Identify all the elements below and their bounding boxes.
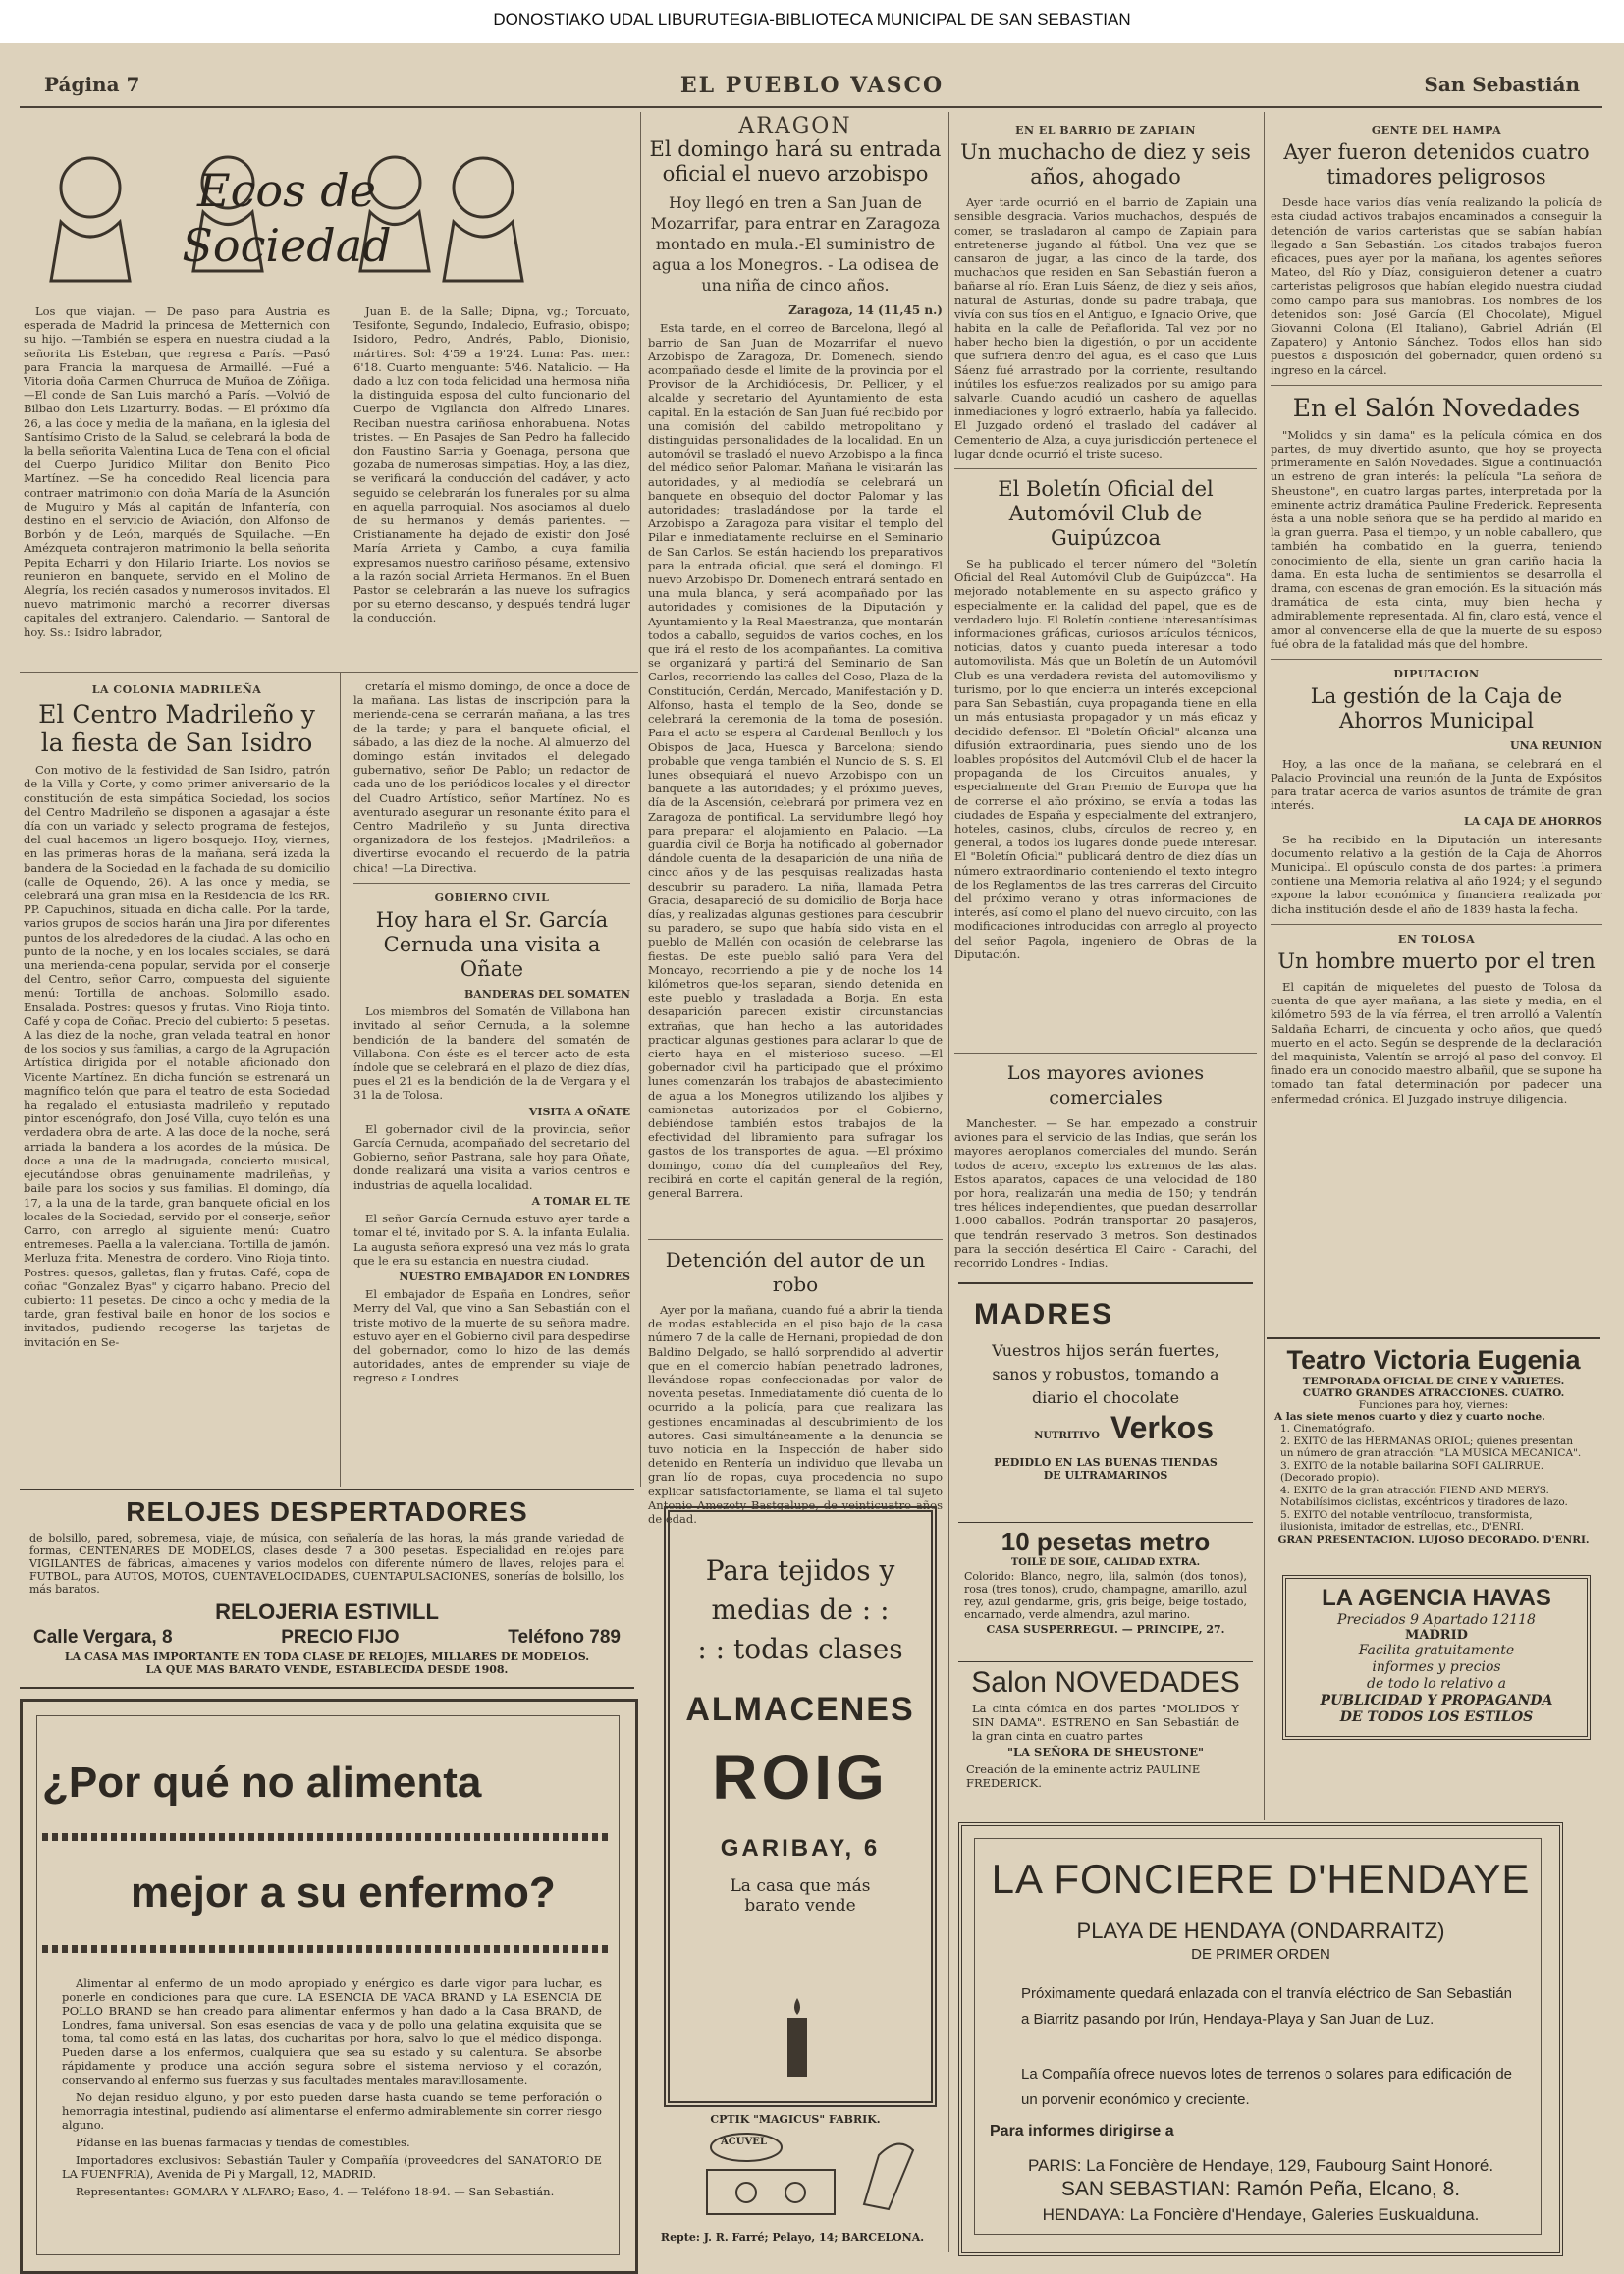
separator [954,468,1257,469]
teatro-item: 2. EXITO de las HERMANAS ORIOL; quienes presentan un número de gran atracción: "LA MUSICA MECANICA". [1280,1435,1582,1459]
civil-kicker: GOBIERNO CIVIL [434,891,550,904]
newspaper-page [0,43,1624,2274]
separator [954,1053,1257,1054]
fonciere-hendaya: HENDAYA: La Foncière d'Hendaye, Galeries Euskualduna. [1042,2205,1480,2224]
robo-headline: Detención del autor de un robo [665,1248,926,1296]
teatro-sub: TEMPORADA OFICIAL DE CINE Y VARIETES. [1302,1376,1565,1387]
magicus-rep: Repte: J. R. Farré; Pelayo, 14; BARCELONA. [660,2231,925,2244]
alimenta-body [62,1976,602,2202]
civil-body: El embajador de España en Londres, señor Merry del Val, que vino a San Sebastián con el triste motivo de la muerte de su señora madre, estuvo ayer en el Gobierno civil para despedirse del gobernador, como lo hizo de las demás autoridades, antes de emprender su viaje de regreso a Londres. [353,1287,630,1385]
civil-subhead: BANDERAS DEL SOMATEN [463,988,630,1002]
havas-city: MADRID [1405,1628,1468,1643]
metro-ad [958,1522,1253,1658]
roig-line: : : todas clases [697,1633,903,1665]
madrid-body-cont: cretaría el mismo domingo, de once a doce de la mañana. Las listas de inscripción para la merienda-cena se cerrarán mañana, a las tres de la tarde; y para el banquete oficial, el sábado, a las diez de la noche. Al almuerzo del domingo están invitados el delegado gubernativo, señor De Pablo; un redactor de cada uno de los periódicos locales y el director del Cuadro Artístico, señor Martínez. No es aventurado asegurar un resonante éxito para el Centro Madrileño y su Junta directiva organizadora de los festejos. ¡Madrileños: a divertirse evocando el recuerdo de la patria chica! —La Directiva. [353,679,630,875]
decorative-rule [42,1833,612,1841]
masthead-city: San Sebastián [1424,73,1580,96]
relojes-text: de bolsillo, pared, sobremesa, viaje, de música, con señalería de las horas, la más grande variedad de formas, CENTENARES DE MODELOS, clases desde 7 a 300 pesetas. Especialidad en relojes para VIGILANTES de fábricas, almacenes y varios modelos con diferente número de llaves, relojes para el FUTBOL, para AUTOS, MOTOS, CUENTAVELOCIDADES, CUENTAPULSACIONES, sonerías de bolsillo, los más baratos. [29,1532,624,1596]
aragon-kicker: ARAGON [738,114,852,138]
fonciere-info: Para informes dirigirse a [990,2123,1174,2139]
teatro-program [1267,1423,1600,1534]
havas-ad [1282,1575,1591,1740]
civil-subhead: A TOMAR EL TE [531,1194,630,1208]
teatro-foot: GRAN PRESENTACION. LUJOSO DECORADO. D'ENRI. [1277,1533,1590,1545]
magicus-label: ACUVEL [721,2137,767,2147]
havas-line: PUBLICIDAD Y PROPAGANDA [1320,1693,1553,1708]
salon-body: "Molidos y sin dama" es la película cómica en dos partes, de muy divertido asunto, que hoy se proyecta primeramente en Salón Novedades. Sigue a continuación un estreno de gran interés: la película "La señora de Sheustone", en cuatro largas partes, interpretada por la eminente actriz dramática Pauline Frederick. Representa ésta a una noble señora que se ha perdido al marido en la gran guerra. Pasa el tiempo, y un noble caballero, que también ha combatido en la guerra, teniendo conocimiento de ella, siente un gran cariño hacia la dama. En esta lucha de sentimientos se desarrolla el drama, con escenas de gran emoción. Es la situación más dramática de esta cinta, muy bien hecha y admirablemente representada. Al fin, claro está, vence el amor al convencerse ella de que la muerte de su esposo fué obra de la fatalidad más que del hombre. [1271,427,1602,651]
alimenta-paragraph: Pídanse en las buenas farmacias y tiendas de comestibles. [76,2136,410,2149]
radio-icon [668,2126,923,2224]
aragon-deck: Hoy llegó en tren a San Juan de Mozarrifar, para entrar en Zaragoza montado en mula.-El suministro de agua a los Monegros. - La odisea de una niña de cinco años. [650,193,941,296]
newspaper-title: EL PUEBLO VASCO [679,73,945,98]
archive-banner: DONOSTIAKO UDAL LIBURUTEGIA-BIBLIOTECA MUNICIPAL DE SAN SEBASTIAN [0,0,1624,39]
section-rule [20,672,638,673]
madres-brand: Verkos [1110,1410,1214,1445]
teatro-ad [1267,1337,1600,1567]
separator [1271,659,1602,660]
metro-sub: TOILE DE SOIE, CALIDAD EXTRA. [1010,1557,1201,1568]
havas-title: LA AGENCIA HAVAS [1322,1585,1551,1611]
page-number: Página 7 [44,73,140,96]
havas-line: de todo lo relativo a [1367,1676,1506,1692]
zapiain-kicker: EN EL BARRIO DE ZAPIAIN [1015,124,1196,136]
madres-foot: PEDIDLO EN LAS BUENAS TIENDAS DE ULTRAMARINOS [994,1456,1218,1482]
decorative-rule [42,1945,612,1953]
separator [648,1239,943,1240]
hampa-kicker: GENTE DEL HAMPA [1371,124,1502,136]
dip-kicker: DIPUTACION [1393,668,1480,681]
madrid-kicker: LA COLONIA MADRILEÑA [91,683,262,696]
roig-shop-line1: ALMACENES [685,1691,915,1728]
separator [353,883,630,884]
madrid-article [24,679,330,1487]
hampa-headline: Ayer fueron detenidos cuatro timadores peligrosos [1283,140,1590,190]
fonciere-title: LA FONCIERE D'HENDAYE [991,1856,1531,1902]
relojes-phone: Teléfono 789 [508,1627,621,1648]
teatro-item: 5. EXITO del notable ventrílocuo, transformista, ilusionista, imitador de estrellas, etc., D'ENRI. [1280,1508,1533,1533]
ecos-title: Ecos de Sociedad [182,164,392,272]
teatro-sub: CUATRO GRANDES ATRACCIONES. CUATRO. [1302,1387,1565,1399]
relojes-address: Calle Vergara, 8 [33,1627,173,1648]
alimenta-question-1: ¿Por qué no alimenta [42,1759,482,1807]
fonciere-ad [958,1822,1563,2256]
madres-brand-row [958,1410,1253,1446]
auto-body: Se ha publicado el tercer número del "Boletín Oficial del Real Automóvil Club de Guipúzcoa". Ha mejorado notablemente en su aspecto gráfico y especialmente en la calidad del papel, que es de verdadero lujo. El Boletín contiene interesantísimas informaciones gráficas, curiosos artículos técnicos, noticias, datos y cuanto pueda interesar a todo automovilista. Más que un Boletín de un Automóvil Club es una verdadera revista del automovilismo y turismo, por lo que encierra un interés excepcional para San Sebastián, cuya propaganda tiene en ella un más entusiasta propagador y un más eficaz y decidido defensor. El "Boletín Oficial" alcanza una difusión extraordinaria, pues siendo uno de los loables propósitos del Automóvil Club el de hacer la propaganda de los Circuitos anuales, y especialmente del Gran Premio de Europa que ha de correrse el año próximo, se envía a todas las ciudades de España y especialmente del extranjero, hoteles, casinos, clubs, círculos de recreo y, en general, a todos los lugares donde puede interesar. El "Boletín Oficial" publicará dentro de diez días un número extraordinario conteniendo el texto íntegro de los Reglamentos de las tres carreras del Circuito del próximo verano y otras informaciones de interés, así como el plano del nuevo circuito, con las modificaciones introducidas con arreglo al proyecto del señor Pagola, ingeniero de Obras de la Diputación. [954,557,1257,961]
hampa-body: Desde hace varios días venía realizando la policía de esta ciudad activos trabajos encaminados a conseguir la detención de varios carteristas que se sabían habían llegado a San Sebastián. Los citados trabajos fueron eficaces, pues ayer por la mañana, los agentes señores Mateo, del Río y Díaz, consiguieron detener a cuatro carteristas peligrosos que habían elegido nuestra ciudad como campo para sus maniobras. Los nombres de los detenidos son: José García (El Chocolate), Miguel Giovanni Colona (El Italiano), Gabriel Adrián (El Zapatero) y Antonio Sánchez. Todos ellos han sido puestos a disposición del gobernador, quien ordenó su ingreso en la cárcel. [1271,195,1602,377]
teatro-sub: Funciones para hoy, viernes: [1358,1399,1509,1411]
roig-ad [664,1506,937,2107]
teatro-item: 4. EXITO de la gran atracción FIEND AND MERYS. Notabilísimos ciclistas, excéntricos y tiradores de lazo. [1280,1484,1568,1508]
zapiain-body: Ayer tarde ocurrió en el barrio de Zapiain una sensible desgracia. Varios muchachos, después de comer, se trasladaron al campo de Zapiain para entretenerse jugando al fútbol. Una vez que se cansaron de jugar, a las cinco de la tarde, dos muchachos que residen en San Sebastián fueron a bañarse al río. Eran Luis Sáenz, de diez y seis años, natural de Asturias, donde su padre trabaja, que vivía con sus tíos en el Antiguo, e Ignacio Orive, que habita en la calle de Peñaflorida. Tal vez por no haber hecho bien la digestión, o por un accidente que sufriera dentro del agua, es el caso que Luis Sáenz fué arrastrado por la corriente, resultando inútiles los esfuerzos realizados por su amigo para salvarle. Cuando acudió un cashero de aquellas inmediaciones y logró extraerlo, había ya fallecido. El Juzgado ordenó el traslado del cadáver al Cementerio de Alza, a cuya jurisdicción pertenece el lugar donde ocurrió el triste suceso. [954,195,1257,460]
ecos-paragraph: Los que viajan. — De paso para Austria es esperada de Madrid la princesa de Metternich con su hijo. —También se espera en nuestra ciudad a la señorita Lis Esteban, que regresa a París. —Pasó para Francia la marquesa de Armaillé. —Fué a Vitoria doña Carmen Churruca de Muñoa de Zóñiga. —El conde de San Luis marchó a París. —Volvió de Bilbao don Leis Lizarturry. Bodas. — El próximo día 26, a las doce y media de la mañana, en la iglesia del Santísimo Cristo de la Salud, se celebrará la boda de la bella señorita Valentina Luca de Tena con el oficial del Cuerpo Jurídico Militar don Benito Pico Martínez. —Se ha concedido Real licencia para contraer matrimonio con doña María de la Asunción de Muguiro y Más al capitán de Infantería, con destino en el servicio de Aviación, don Alfonso de Borbón y de León, marqués de Squilache. —En Amézqueta contrajeron matrimonio la bella señorita Pepita Echarri y don Hilario Iriarte. Los novios se reunieron en banquete, servido en el Molino de Alegría, los recién casados y numerosos invitados. El nuevo matrimonio marchó a recorrer diversas capitales del extranjero. Calendario. — Santoral de hoy. Ss.: Isidro labrador, [24,304,330,639]
robo-body: Ayer por la mañana, cuando fué a abrir la tienda de modas establecida en el piso bajo de la casa número 7 de la calle de Hernani, propiedad de don Baldino Delgado, se halló sorprendido al advertir que en el comercio habían penetrado ladrones, llevándose ropas confeccionadas por valor de noventa pesetas. Inmediatamente dió cuenta de lo ocurrido a la policía, para que realizara las gestiones encaminadas al descubrimiento de los autores. Casi simultáneamente a la denuncia se tuvo noticia en la Inspección de haber sido detenido en Rentería un individuo que llevaba un gran lío de ropas, cuya procedencia no supo explicar satisfactoriamente, se llama el tal sujeto Antonio Amezoty Bastgalupe, de veinticuatro años de edad. [648,1303,943,1527]
fonciere-text: Próximamente quedará enlazada con el tranvía eléctrico de San Sebastián a Biarritz pasando por Irún, Hendaya-Playa y San Juan de Luz. [1021,1985,1512,2028]
dip-subhead: UNA REUNION [1510,739,1602,753]
fonciere-ss: SAN SEBASTIAN: Ramón Peña, Elcano, 8. [1060,2178,1461,2200]
tolosa-body: El capitán de miqueletes del puesto de Tolosa da cuenta de que ayer mañana, a las siete y media, en el kilómetro 593 de la vía férrea, el tren arrolló a Valentín Saldaña Echarri, de cincuenta y ocho años, que quedó muerto en el acto. Según se desprende de la declaración del maquinista, Valentín se arrojó al paso del convoy. El finado era un conocido maestro albañil, que se supone ha tomado tan fatal determinación por padecer una enfermedad crónica. El Juzgado instruye diligencia. [1271,979,1602,1106]
relojes-ad [20,1489,634,1689]
havas-address: Preciados 9 Apartado 12118 [1337,1612,1536,1628]
salon-title: Salon NOVEDADES [971,1666,1240,1699]
dip-body: Se ha recibido en la Diputación un interesante documento relativo a la gestión de la Caja de Ahorros Municipal. El opúsculo consta de dos partes: la primera contiene una Memoria relativa al año 1924; y el segundo expone la labor económica y financiera realizada por dicha institución desde el año de 1839 hasta la fecha. [1271,832,1602,916]
aragon-dateline: Zaragoza, 14 (11,45 n.) [788,303,943,318]
relojes-title: RELOJES DESPERTADORES [126,1496,528,1527]
ecos-text-col2 [353,304,630,687]
alimenta-paragraph: No dejan residuo alguno, y por esto pueden darse hasta cuando se teme perforación o hemorragia intestinal, pudiendo así alimentarse el enfermo admirablemente sin correr riesgo alguno. [62,2090,602,2132]
madres-brand-small: NUTRITIVO [1034,1431,1100,1441]
fonciere-text: La Compañía ofrece nuevos lotes de terrenos o solares para edificación de un porvenir económico y creciente. [1021,2066,1512,2108]
civil-article [353,679,630,1487]
aragon-article [648,114,943,1318]
salon-film: "LA SEÑORA DE SHEUSTONE" [1007,1745,1204,1759]
magicus-ad [658,2113,933,2250]
aragon-body: Esta tarde, en el correo de Barcelona, llegó al barrio de San Juan de Mozarrifar el nuevo Arzobispo de Zaragoza, Dr. Domenech, siendo acompañado desde el límite de la provincia por el Provisor de la Archidiócesis, Dr. Pellicer, y el alcalde y secretario del Ayuntamiento de esta capital. En la estación de San Juan fué recibido por una comisión del cabildo metropolitano y distinguidas personalidades de la localidad. En un automóvil se trasladó el nuevo Arzobispo a la finca del médico señor Palomar. Mañana le visitarán las autoridades, y al mediodía se celebrará un banquete en obsequio del doctor Palomar y las autoridades; trasladándose por la tarde el Arzobispo a Zaragoza para visitar el templo del Pilar e inmediatamente recluirse en el Seminario de San Carlos. Se están haciendo los preparativos para la entrada oficial, que será el domingo. El nuevo Arzobispo Dr. Domenech entrará sentado en una mula blanca, y será acompañado por las autoridades y comisiones de la Diputación y Ayuntamiento y la Real Maestranza, que montarán todos a caballo, seguidos de varios coches, en los que irá el resto de los acompañantes. La comitiva se organizará y partirá del Seminario de San Carlos, recorriendo las calles del Coso, Plaza de la Constitución, Cerdán, Mercado, Manifestación y D. Alfonso, hasta el templo de la Seo, donde se celebrará la ceremonia de la toma de posesión. Para el acto se espera al Cardenal Benlloch y los Obispos de Jaca, Huesca y Barcelona; siendo probable que venga también el Nuncio de S. S. El lunes obsequiará el nuevo Arzobispo con un banquete a las autoridades; y el próximo jueves, día de la Ascensión, celebrará por primera vez en Zaragoza de pontifical. La servidumbre llegó hoy para preparar el alojamiento en Palacio. —La guardia civil de Borja ha notificado al gobernador dándole cuenta de la desaparición de una niña de cinco años y de las pesquisas realizadas hasta descubrir su paradero. La niña, llamada Petra Gracia, desapareció de su domicilio de Borja hace días, y realizadas algunas gestiones para descubrir su paradero, se supo que había sido vista en el pueblo de Mallén con ocasión de celebrarse las fiestas. De este pueblo salió para Vera del Moncayo, recorriendo a pie y de noche los 14 kilómetros que-los separan, siendo detenida en este pueblo y trasladada a Borja. En esta desaparición parecen existir circunstancias extrañas, que han hecho a las autoridades practicar algunas gestiones para aclarar lo que de cierto haya en el misterioso suceso. —El gobernador civil ha participado que el próximo lunes comenzarán los trabajos de abastecimiento de agua a los Monegros utilizando los aljibes y camionetas autorizados por el Gobierno, debiéndose también estos trabajos de la efectividad del libramiento para sufragar los gastos de los transportes de agua. —El próximo domingo, como día del cumpleaños del Rey, recibirá en corte el capitán general de la región, general Barrera. [648,321,943,1200]
salon-ad [958,1661,1253,1810]
alimenta-ad [20,1699,638,2274]
relojes-foot: LA QUE MAS BARATO VENDE, ESTABLECIDA DESDE 1908. [145,1663,509,1676]
salon-text: La cinta cómica en dos partes "MOLIDOS Y SIN DAMA". ESTRENO en San Sebastián de la gran cinta en cuatro partes [972,1702,1239,1743]
teatro-intro: A las siete menos cuarto y diez y cuarto noche. [1274,1411,1545,1423]
tolosa-kicker: EN TOLOSA [1397,932,1476,946]
civil-headline: Hoy hara el Sr. García Cernuda una visita a Oñate [375,908,609,982]
alimenta-paragraph: Importadores exclusivos: Sebastián Tauler y Compañía (proveedores del SANATORIO DE LA FUENFRIA), Avenida de Pi y Margall, 12, MADRID. [62,2153,602,2181]
ecos-paragraph: Juan B. de la Salle; Dipna, vg.; Torcuato, Tesifonte, Segundo, Indalecio, Eufrasio, obispo; Isidoro, Pedro, Andrés, Pablo, Dionisio, mártires. Sol: 4'59 a 19'24. Luna: Pas. mer.: 6'18. Cuarto menguante: 5'46. Natalicio. — Ha dado a luz con toda felicidad una hermosa niña la distinguida esposa del culto funcionario del Cuerpo de Vigilancia don Alfredo Linares. Reciban nuestra cariñosa enhorabuena. Notas tristes. — En Pasajes de San Pedro ha fallecido don Faustino Sarria y Goenaga, persona que gozaba de numerosas simpatías. Hoy, a las diez, se verificará la conducción del cadáver, y acto seguido se celebrarán los funerales por su alma en aquella parroquial. Nos asociamos al duelo de su hermanos y demás parientes. —Cristianamente ha dejado de existir don José María Arrieta y Cambo, a cuya familia expresamos nuestro cariñoso pésame, extensivo a la razón social Arrieta Hermanos. En el Buen Pastor se celebrarán a las nueve los sufragios por su eterno descanso, y después tendrá lugar la conducción. [353,304,630,625]
aragon-headline: El domingo hará su entrada oficial el nuevo arzobispo [649,137,942,187]
candle-icon [778,1993,817,2082]
ecos-de-sociedad-header [22,134,542,293]
zapiain-headline: Un muchacho de diez y seis años, ahogado [960,140,1251,190]
madrid-body: Con motivo de la festividad de San Isidro, patrón de la Villa y Corte, y como primer aniversario de la constitución de esta simpática Sociedad, los socios del Centro Madrileño se disponen a agasajar a éste día con un variado y selecto programa de festejos, del cual hacemos un ligero bosquejo. Hoy, viernes, en las primeras horas de la mañana, será izada la bandera de la Sociedad en la fachada de su domicilio (calle de Oquendo, 26). A las once y media, se celebrará una gran misa en la Residencia de los RR. PP. Capuchinos, situada en dicha calle. Por la tarde, varios grupos de socios harán una Jira por diferentes puntos de los alrededores de la ciudad. A las ocho en punto de la noche, y en los locales sociales, se dará una merienda-cena popular, servida por el conserje del Centro, señor Carro, compuesta del siguiente menú: Tortilla de anchoas. Solomillo asado. Ensalada. Postres: quesos y frutas. Vino Rioja tinto. Café y copa de Coñac. Precio del cubierto: 5 pesetas. A las diez de la noche, gran velada teatral en honor de los socios y sus familias, a cargo de la Agrupación Artística dirigida por el notable aficionado don Vicente Martínez. En dicha función se estrenará un magnífico telón que para el teatro de esta Sociedad ha regalado el entusiasta madrileño y reputado pintor escenógrafo, don José Villa, cuyo telón es una verdadera obra de arte. A las doce de la noche, será arriada la bandera a los acordes de la música. De doce a una de la madrugada, concierto musical, ejecutándose obras genuinamente madrileñas, y baile para los socios y sus familias. El domingo, día 17, a la una de la tarde, gran banquete oficial en los locales de la Sociedad, servido por el conserje, señor Carro, con arreglo al siguiente menú: Cuatro entremeses. Paella a la valenciana. Tortilla de jamón. Merluza frita. Menestra de cordero. Vino Rioja tinto. Postres: quesos, galletas, flan y frutas. Café, copa de coñac "Gonzalez Byas" y cigarro habano. Precio del cubierto: 11 pesetas. De cinco a ocho y media de la tarde, gran festival baile en honor de los socios e invitados, pudiendo recogerse las tarjetas de invitación en Se- [24,763,330,1349]
civil-subhead: VISITA A OÑATE [528,1105,630,1118]
column-rule [340,672,341,1487]
civil-body: El gobernador civil de la provincia, señor García Cernuda, acompañado del secretario del Gobierno, señor Pastrana, sale hoy para Oñate, donde realizará una visita a varios centros e industrias de aquella localidad. [353,1121,630,1192]
zapiain-article [954,120,1257,961]
relojes-price: PRECIO FIJO [281,1627,400,1648]
fonciere-sub: DE PRIMER ORDEN [1191,1946,1330,1963]
teatro-item: 1. Cinematógrafo. [1280,1423,1375,1435]
alimenta-paragraph: Representantes: GOMARA Y ALFARO; Easo, 4. — Teléfono 18-94. — San Sebastián. [76,2185,555,2198]
civil-body: El señor García Cernuda estuvo ayer tarde a tomar el té, invitado por S. A. la infanta Eulalia. La augusta señora expresó una vez más lo grata que le era su estancia en nuestra ciudad. [353,1212,630,1268]
havas-line: DE TODOS LOS ESTILOS [1339,1709,1534,1725]
civil-body: Los miembros del Somatén de Villabona han invitado al señor Cernuda, a la solemne bendición de la bandera del somatén de Villabona. Con éste es el tercer acto de esta índole que se celebrará en el plazo de diez días, pues el 21 es la bendición de la de Vergara y el 31 la de Tolosa. [353,1004,630,1103]
ecos-text-col1 [24,304,330,687]
relojes-foot: LA CASA MAS IMPORTANTE EN TODA CLASE DE RELOJES, MILLARES DE MODELOS. [64,1651,590,1663]
teatro-item: 3. EXITO de la notable bailarina SOFI GALIRRUE. (Decorado propio). [1280,1459,1544,1484]
col5-articles [1271,120,1602,1337]
separator [1271,385,1602,386]
metro-title: 10 pesetas metro [1001,1527,1211,1556]
alimenta-question-2: mejor a su enfermo? [131,1868,556,1917]
madrid-headline: El Centro Madrileño y la fiesta de San Isidro [38,700,315,758]
fonciere-paris: PARIS: La Foncière de Hendaye, 129, Faubourg Saint Honoré. [1027,2156,1494,2175]
havas-line: Facilita gratuitamente [1358,1643,1515,1658]
separator [1271,924,1602,925]
dip-headline: La gestión de la Caja de Ahorros Municipal [1310,684,1563,733]
column-rule [948,112,949,2252]
auto-headline: El Boletín Oficial del Automóvil Club de Guipúzcoa [998,477,1214,551]
civil-subhead: NUESTRO EMBAJADOR EN LONDRES [399,1270,630,1283]
madres-ad [958,1282,1253,1520]
metro-text: Colorido: Blanco, negro, lila, salmón (dos tonos), rosa (tres tonos), crudo, champagne, amarillo, azul rey, azul gendarme, gris, gris beige, beige tostado, encarnado, verde almendra, azul marino. [964,1570,1247,1621]
teatro-title: Teatro Victoria Eugenia [1286,1345,1581,1375]
roig-tagline: barato vende [744,1896,856,1916]
aviones-body: Manchester. — Se han empezado a construir aviones para el servicio de las Indias, que serán los mayores aeroplanos comerciales del mundo. Serán todos de acero, excepto los extremos de las alas. Estos aparatos, capaces de una velocidad de 180 por hora, realizarán una media de 150; y tendrán tres hélices independientes, que puedan desarrollar 1.000 caballos. Podrán transportar 20 pasajeros, que tendrán reservado 3 metros. Son destinados para la sección desértica El Cairo - Carachi, del recorrido Londres - Indias. [954,1116,1257,1271]
masthead-rule [20,106,1602,108]
robo-article [648,1231,943,1527]
dip-body: Hoy, a las once de la mañana, se celebrará en el Palacio Provincial una reunión de la Junta de Expósitos para tratar acerca de varios asuntos de trámite de gran interés. [1271,756,1602,813]
madres-text: Vuestros hijos serán fuertes, sanos y robustos, tomando a diario el chocolate [992,1341,1219,1407]
column-rule [640,112,641,1487]
aviones-headline: Los mayores aviones comerciales [1006,1062,1205,1109]
relojes-shop: RELOJERIA ESTIVILL [215,1599,439,1624]
roig-line: Para tejidos y [705,1554,895,1587]
aviones-article [954,1045,1257,1310]
roig-address: GARIBAY, 6 [720,1835,881,1862]
salon-foot: Creación de la eminente actriz PAULINE FREDERICK. [966,1762,1201,1790]
salon-headline: En el Salón Novedades [1292,393,1581,422]
roig-tagline: La casa que más [730,1876,871,1896]
tolosa-headline: Un hombre muerto por el tren [1277,948,1596,973]
magicus-brand: CPTIK "MAGICUS" FABRIK. [710,2113,881,2126]
relojes-contact-row [20,1625,634,1651]
madres-title: MADRES [974,1298,1114,1330]
fonciere-sub: PLAYA DE HENDAYA (ONDARRAITZ) [1076,1919,1445,1943]
column-rule [1264,112,1265,1820]
metro-shop: CASA SUSPERREGUI. — PRINCIPE, 27. [986,1623,1225,1636]
roig-shop-line2: ROIG [712,1742,889,1813]
havas-line: informes y precios [1372,1659,1501,1675]
dip-subhead: LA CAJA DE AHORROS [1463,815,1602,829]
alimenta-paragraph: Alimentar al enfermo de un modo apropiado y enérgico es darle vigor para luchar, es ponerle en condiciones para que cure. LA ESENCIA DE VACA BRAND y LA ESENCIA DE POLLO BRAND se han creado para alimentar enfermos y han dado a la Casa BRAND, de Londres, fama universal. Son esas esencias de vaca y de pollo una gelatina exquisita que se toma, tal como está en las latas, dos cucharitas por hora, salvo lo que el médico disponga. Pueden darse a los enfermos, cualquiera que sea su estado y su calentura. Se absorbe rápidamente y produce una acción segura sobre el sistema nervioso y el corazón, conservando al enfermo sus fuerzas y sus facultades mentales maravillosamente. [62,1976,602,2086]
roig-line: medias de : : [711,1594,890,1626]
